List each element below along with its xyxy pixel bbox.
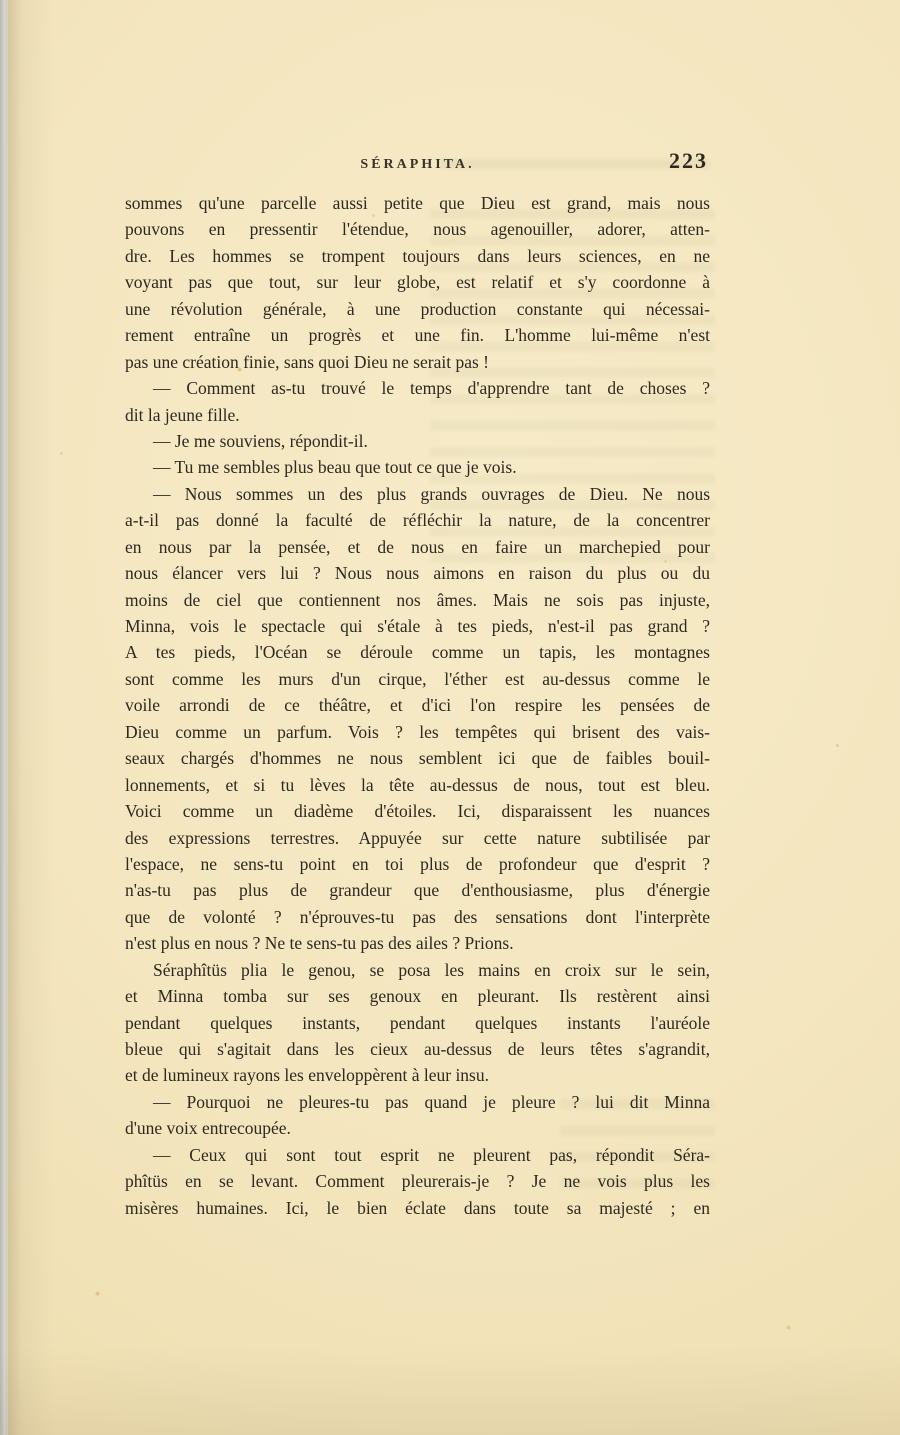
text-line: que de volonté ? n'éprouves-tu pas des sensations dont l'interprète — [125, 906, 710, 927]
text-line: lonnements, et si tu lèves la tête au-dessus de nous, tout est bleu. — [125, 774, 710, 795]
text-line: pendant quelques instants, pendant quelques instants l'auréole — [125, 1012, 710, 1033]
text-line: pas une création finie, sans quoi Dieu ne serait pas ! — [125, 351, 489, 372]
page-body — [125, 190, 710, 1221]
text-line: et de lumineux rayons les enveloppèrent à leur insu. — [125, 1065, 489, 1086]
page-bottom-shadow — [0, 1345, 900, 1435]
paragraph — [125, 957, 710, 1089]
text-line: A tes pieds, l'Océan se déroule comme un tapis, les montagnes — [125, 642, 710, 663]
text-line: — Je me souviens, répondit-il. — [153, 430, 368, 451]
text-line: d'une voix entrecoupée. — [125, 1118, 291, 1139]
text-block — [125, 148, 710, 1221]
text-line: moins de ciel que contiennent nos âmes. Mais ne sois pas injuste, — [125, 589, 710, 610]
paragraph — [125, 1089, 710, 1142]
text-line: — Ceux qui sont tout esprit ne pleurent pas, répondit Séra- — [153, 1144, 710, 1165]
text-line: sommes qu'une parcelle aussi petite que Dieu est grand, mais nous — [125, 193, 710, 213]
text-line: nous élancer vers lui ? Nous nous aimons en raison du plus ou du — [125, 563, 710, 584]
running-title: SÉRAPHITA. — [360, 157, 475, 172]
text-line: dit la jeune fille. — [125, 404, 240, 425]
text-line: phîtüs en se levant. Comment pleurerais-je ? Je ne vois plus les — [125, 1171, 710, 1192]
text-line: sont comme les murs d'un cirque, l'éther est au-dessus comme le — [125, 668, 710, 689]
paragraph — [125, 481, 710, 957]
paper-foxing-specks — [0, 0, 3, 3]
text-line: des expressions terrestres. Appuyée sur cette nature subtilisée par — [125, 827, 710, 848]
text-line: n'as-tu pas plus de grandeur que d'enthousiasme, plus d'énergie — [125, 880, 710, 901]
text-line: voile arrondi de ce théâtre, et d'ici l'on respire les pensées de — [125, 695, 710, 716]
text-line: l'espace, ne sens-tu point en toi plus de profondeur que d'esprit ? — [125, 853, 710, 874]
text-line: seaux chargés d'hommes ne nous semblent ici que de faibles bouil- — [125, 748, 710, 769]
text-line: en nous par la pensée, et de nous en faire un marchepied pour — [125, 536, 710, 557]
text-line: a-t-il pas donné la faculté de réfléchir la nature, de la concentrer — [125, 510, 710, 531]
text-line: — Tu me sembles plus beau que tout ce que je vois. — [153, 457, 517, 478]
paragraph — [125, 1142, 710, 1221]
text-line: — Pourquoi ne pleures-tu pas quand je pleure ? lui dit Minna — [153, 1091, 710, 1112]
paragraph — [125, 375, 710, 428]
text-line: voyant pas que tout, sur leur globe, est relatif et s'y coordonne à — [125, 272, 710, 293]
text-line: Dieu comme un parfum. Vois ? les tempêtes qui brisent des vais- — [125, 721, 710, 742]
text-line: n'est plus en nous ? Ne te sens-tu pas des ailes ? Prions. — [125, 933, 514, 954]
text-line: — Nous sommes un des plus grands ouvrages de Dieu. Ne nous — [153, 483, 710, 504]
page-gutter-shadow — [8, 0, 54, 1435]
text-line: Séraphîtüs plia le genou, se posa les mains en croix sur le sein, — [153, 959, 710, 980]
text-line: misères humaines. Ici, le bien éclate dans toute sa majesté ; en — [125, 1197, 710, 1218]
text-line: bleue qui s'agitait dans les cieux au-dessus de leurs têtes s'agrandit, — [125, 1039, 710, 1059]
paragraph — [125, 190, 710, 375]
text-line: et Minna tomba sur ses genoux en pleurant. Ils restèrent ainsi — [125, 986, 710, 1007]
text-line: rement entraîne un progrès et une fin. L'homme lui-même n'est — [125, 325, 710, 346]
paragraph — [125, 428, 710, 454]
running-header — [125, 148, 710, 180]
text-line: Voici comme un diadème d'étoiles. Ici, disparaissent les nuances — [125, 801, 710, 822]
text-line: dre. Les hommes se trompent toujours dans leurs sciences, en ne — [125, 245, 710, 266]
paragraph — [125, 454, 710, 480]
text-line: — Comment as-tu trouvé le temps d'apprendre tant de choses ? — [153, 378, 710, 399]
text-line: Minna, vois le spectacle qui s'étale à tes pieds, n'est-il pas grand ? — [125, 616, 710, 636]
page-number: 223 — [669, 148, 708, 173]
text-line: pouvons en pressentir l'étendue, nous agenouiller, adorer, atten- — [125, 219, 710, 240]
text-line: une révolution générale, à une production constante qui nécessai- — [125, 298, 710, 319]
